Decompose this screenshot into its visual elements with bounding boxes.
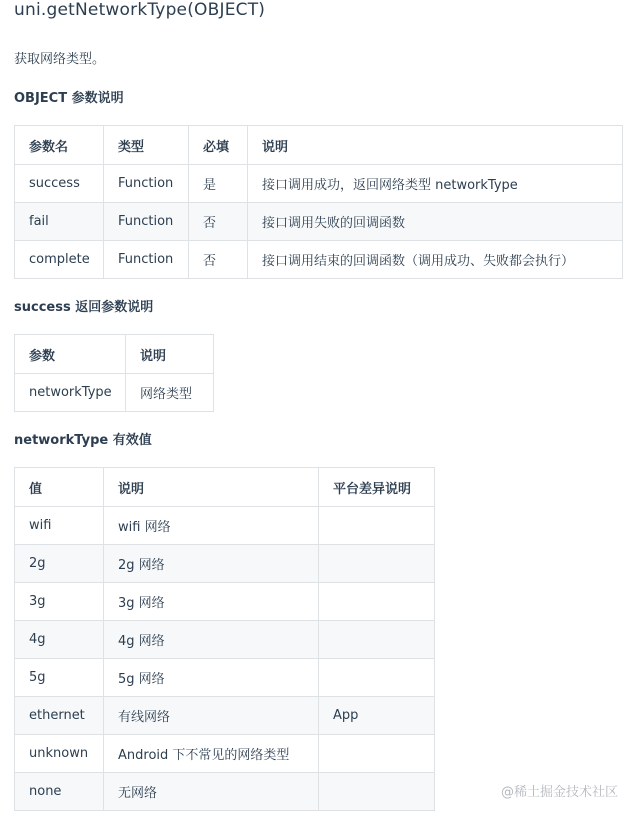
desc-cell: 无网络 — [104, 773, 319, 811]
param-desc-cell: 接口调用成功，返回网络类型 networkType — [248, 165, 623, 203]
platform-cell — [319, 545, 435, 583]
param-name-cell: fail — [15, 203, 104, 241]
param-type-cell: Function — [104, 203, 189, 241]
param-name-cell: complete — [15, 241, 104, 279]
platform-cell — [319, 735, 435, 773]
table-row — [15, 583, 435, 621]
param-desc-cell: 接口调用结束的回调函数（调用成功、失败都会执行） — [248, 241, 623, 279]
desc-cell: 5g 网络 — [104, 659, 319, 697]
param-desc-cell: 接口调用失败的回调函数 — [248, 203, 623, 241]
value-cell: none — [15, 773, 104, 811]
param-desc-cell: 网络类型 — [126, 374, 214, 412]
column-header: 说明 — [126, 335, 214, 374]
platform-cell — [319, 583, 435, 621]
table-row — [15, 374, 214, 412]
table-row — [15, 659, 435, 697]
table-row — [15, 697, 435, 735]
table-header-row — [15, 126, 623, 165]
column-header: 必填 — [189, 126, 248, 165]
desc-cell: Android 下不常见的网络类型 — [104, 735, 319, 773]
success-params-table — [14, 334, 214, 412]
param-required-cell: 是 — [189, 165, 248, 203]
object-params-heading: OBJECT 参数说明 — [14, 91, 124, 106]
value-cell: unknown — [15, 735, 104, 773]
column-header: 说明 — [104, 468, 319, 507]
platform-cell — [319, 507, 435, 545]
param-name-cell: networkType — [15, 374, 126, 412]
param-required-cell: 否 — [189, 203, 248, 241]
desc-cell: 有线网络 — [104, 697, 319, 735]
column-header: 类型 — [104, 126, 189, 165]
networktype-values-table — [14, 467, 435, 811]
table-row — [15, 621, 435, 659]
platform-cell — [319, 621, 435, 659]
value-cell: 5g — [15, 659, 104, 697]
platform-cell: App — [319, 697, 435, 735]
param-name-cell: success — [15, 165, 104, 203]
table-row — [15, 545, 435, 583]
param-required-cell: 否 — [189, 241, 248, 279]
desc-cell: 3g 网络 — [104, 583, 319, 621]
success-params-heading: success 返回参数说明 — [14, 300, 154, 315]
page-title: uni.getNetworkType(OBJECT) — [14, 0, 266, 20]
platform-cell — [319, 659, 435, 697]
column-header: 参数名 — [15, 126, 104, 165]
networktype-values-heading: networkType 有效值 — [14, 433, 152, 448]
table-row — [15, 165, 623, 203]
value-cell: ethernet — [15, 697, 104, 735]
desc-cell: wifi 网络 — [104, 507, 319, 545]
table-row — [15, 507, 435, 545]
value-cell: 4g — [15, 621, 104, 659]
api-description: 获取网络类型。 — [14, 52, 106, 67]
table-row — [15, 241, 623, 279]
table-row — [15, 735, 435, 773]
platform-cell — [319, 773, 435, 811]
column-header: 平台差异说明 — [319, 468, 435, 507]
table-header-row — [15, 335, 214, 374]
column-header: 说明 — [248, 126, 623, 165]
table-row — [15, 203, 623, 241]
value-cell: 3g — [15, 583, 104, 621]
doc-content — [14, 0, 626, 811]
column-header: 参数 — [15, 335, 126, 374]
param-type-cell: Function — [104, 165, 189, 203]
param-type-cell: Function — [104, 241, 189, 279]
value-cell: wifi — [15, 507, 104, 545]
table-header-row — [15, 468, 435, 507]
table-row — [15, 773, 435, 811]
value-cell: 2g — [15, 545, 104, 583]
desc-cell: 4g 网络 — [104, 621, 319, 659]
watermark: @稀土掘金技术社区 — [500, 785, 618, 800]
object-params-table — [14, 125, 623, 279]
desc-cell: 2g 网络 — [104, 545, 319, 583]
column-header: 值 — [15, 468, 104, 507]
